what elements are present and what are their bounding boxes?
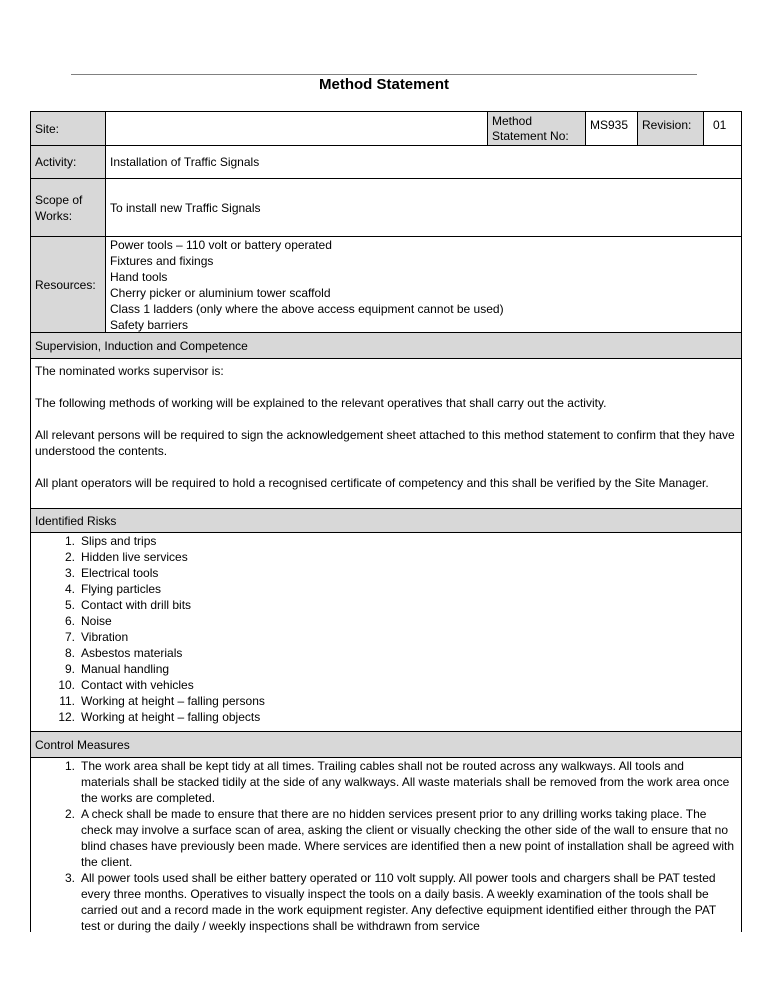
list-item: 1. Slips and trips <box>64 534 157 548</box>
list-item: 11. Working at height – falling persons <box>59 694 265 708</box>
ms-number-value: MS935 <box>586 112 638 145</box>
resource-item: Cherry picker or aluminium tower scaffold <box>110 286 331 300</box>
list-item: 9. Manual handling <box>64 662 170 676</box>
controls-section <box>31 758 741 932</box>
list-item: 3. All power tools used shall be either battery operated or 110 volt supply. All power tools and chargers shall be PAT tested every three months. Operatives to visually inspect the tools on a daily basis. A weekly examination of the tools shall be carried out and a record made in the work equipment register. Any defective equipment identified either through the PAT test or during the daily / weekly inspections shall be withdrawn from service <box>64 871 717 933</box>
activity-label: Activity: <box>31 146 106 178</box>
site-label: Site: <box>31 112 106 145</box>
resources-label: Resources: <box>31 237 106 332</box>
list-item: 12. Working at height – falling objects <box>58 710 261 724</box>
document-title: Method Statement <box>318 76 449 93</box>
risks-heading: Identified Risks <box>31 509 741 533</box>
controls-list <box>31 758 735 934</box>
activity-row <box>31 146 741 179</box>
supervisor-paragraph: The nominated works supervisor is: <box>35 364 224 378</box>
supervision-section <box>31 359 741 509</box>
ms-number-label: Method Statement No: <box>488 112 586 145</box>
risks-list <box>31 533 731 725</box>
revision-label: Revision: <box>638 112 704 145</box>
site-row <box>31 112 741 146</box>
explanation-paragraph: The following methods of working will be explained to the relevant operatives that shall carry out the activity. <box>35 396 607 410</box>
resource-item: Fixtures and fixings <box>110 254 214 268</box>
list-item: 2. A check shall be made to ensure that there are no hidden services present prior to any drilling works taking place. The check may involve a surface scan of area, asking the client or visually checking the other side of the wall to ensure that no blind chases have previously been made. Where services are identified then a new point of installation shall be agreed with the client. <box>64 807 735 869</box>
list-item: 7. Vibration <box>64 630 129 644</box>
site-field[interactable] <box>106 112 488 145</box>
activity-value: Installation of Traffic Signals <box>110 155 260 169</box>
scope-label: Scope of Works: <box>31 179 106 236</box>
header-rule <box>71 74 697 75</box>
resource-item: Hand tools <box>110 270 168 284</box>
acknowledgement-paragraph: All relevant persons will be required to sign the acknowledgement sheet attached to this method statement to confirm that they have understood the contents. <box>35 428 735 458</box>
controls-heading: Control Measures <box>31 732 741 758</box>
list-item: 4. Flying particles <box>64 582 162 596</box>
list-item: 5. Contact with drill bits <box>64 598 192 612</box>
resource-item: Safety barriers <box>110 318 189 332</box>
list-item: 8. Asbestos materials <box>64 646 183 660</box>
method-statement-form <box>30 111 742 932</box>
risks-section <box>31 533 741 732</box>
resource-item: Class 1 ladders (only where the above access equipment cannot be used) <box>110 302 504 316</box>
resources-row <box>31 237 741 333</box>
list-item: 10. Contact with vehicles <box>58 678 194 692</box>
competency-paragraph: All plant operators will be required to hold a recognised certificate of competency and this shall be verified by the Site Manager. <box>35 476 709 490</box>
list-item: 2. Hidden live services <box>64 550 188 564</box>
supervision-heading: Supervision, Induction and Competence <box>31 333 741 359</box>
scope-value: To install new Traffic Signals <box>110 200 261 215</box>
resource-item: Power tools – 110 volt or battery operated <box>110 238 332 252</box>
revision-value: 01 <box>713 118 727 132</box>
resources-list <box>106 237 741 332</box>
list-item: 1. The work area shall be kept tidy at all times. Trailing cables shall not be routed across any walkways. All tools and materials shall be stacked tidily at the side of any walkways. All waste materials shall be removed from the work area once the works are completed. <box>64 759 730 805</box>
list-item: 6. Noise <box>64 614 112 628</box>
list-item: 3. Electrical tools <box>64 566 159 580</box>
scope-row <box>31 179 741 237</box>
